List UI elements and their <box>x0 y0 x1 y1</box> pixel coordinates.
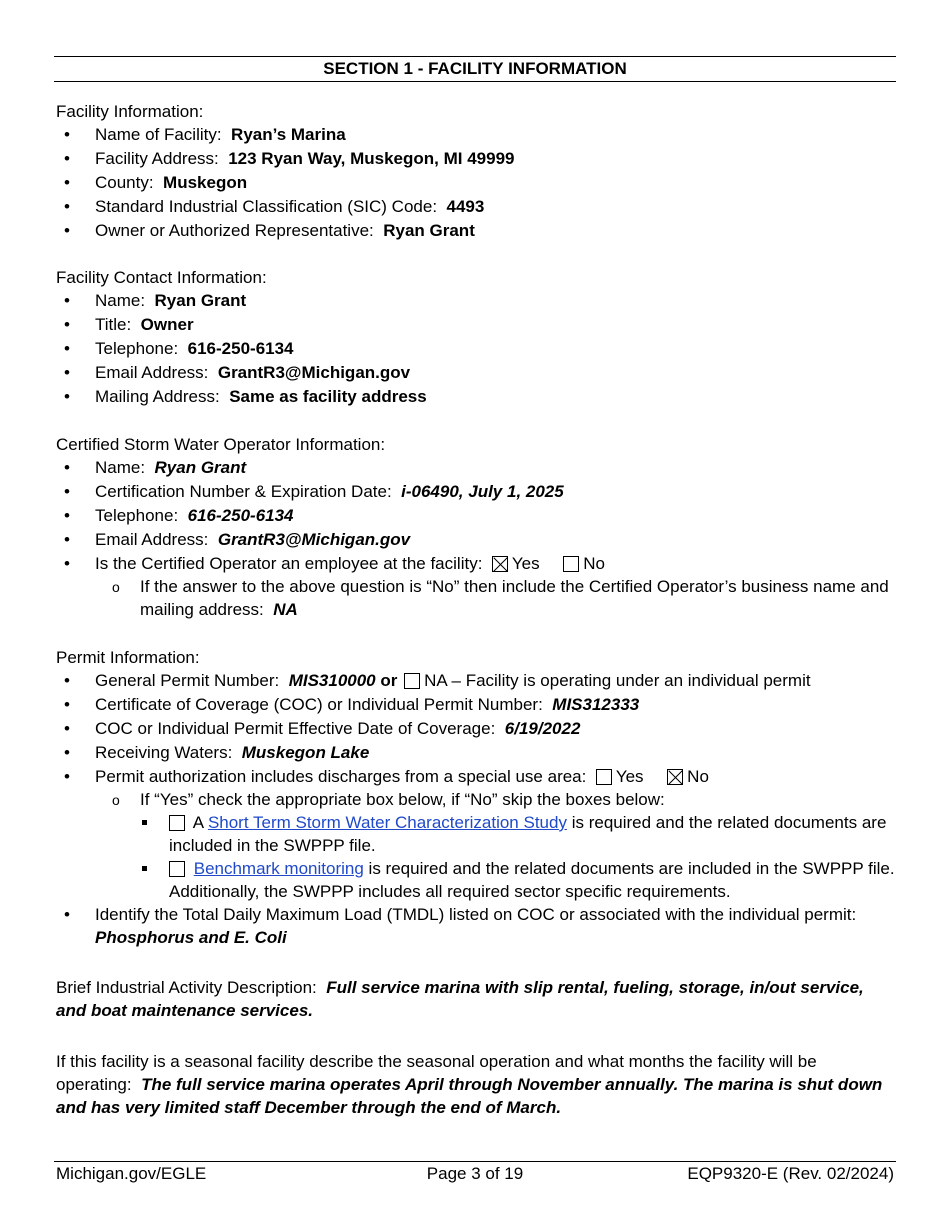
item-label: County: <box>95 173 154 192</box>
contact-telephone-value: 616-250-6134 <box>187 339 294 358</box>
item-label: Name of Facility: <box>95 125 222 144</box>
study-option <box>140 811 896 857</box>
general-permit-value: MIS310000 <box>288 671 376 690</box>
special-no-checkbox[interactable] <box>667 769 683 785</box>
or-text: or <box>380 671 398 690</box>
contact-name-item <box>56 289 896 313</box>
item-label: Certification Number & Expiration Date: <box>95 482 392 501</box>
contact-title-item <box>56 313 896 337</box>
special-use-item <box>56 765 896 903</box>
na-checkbox[interactable] <box>404 673 420 689</box>
facility-name-value: Ryan’s Marina <box>231 125 346 144</box>
operator-email-value: GrantR3@Michigan.gov <box>217 530 411 549</box>
contact-telephone-item <box>56 337 896 361</box>
facility-address-item <box>56 147 896 171</box>
county-item <box>56 171 896 195</box>
seasonal-description <box>56 1050 896 1119</box>
special-yes-label: Yes <box>615 767 644 786</box>
benchmark-option <box>140 857 896 903</box>
tmdl-value: Phosphorus and E. Coli <box>95 928 287 947</box>
item-label: Title: <box>95 315 132 334</box>
benchmark-link[interactable]: Benchmark monitoring <box>193 859 364 878</box>
item-label: Telephone: <box>95 339 179 358</box>
receiving-waters-value: Muskegon Lake <box>241 743 370 762</box>
permit-heading: Permit Information: <box>56 648 200 667</box>
effective-date-item <box>56 717 896 741</box>
county-value: Muskegon <box>163 173 248 192</box>
tmdl-item <box>56 903 896 949</box>
benchmark-checkbox[interactable] <box>169 861 185 877</box>
operator-name-item <box>56 456 896 480</box>
na-label: NA – Facility is operating under an individual permit <box>424 671 811 690</box>
footer-page-number: Page 3 of 19 <box>426 1164 524 1183</box>
special-no-label: No <box>687 767 709 786</box>
activity-value: Full service marina with slip rental, fueling, storage, in/out service, and boat maintenance services. <box>56 978 864 1020</box>
study-checkbox[interactable] <box>169 815 185 831</box>
operator-information <box>56 433 896 621</box>
item-label: Name: <box>95 291 146 310</box>
if-yes-subitem <box>95 788 896 903</box>
item-label: Facility Address: <box>95 149 219 168</box>
item-label: Receiving Waters: <box>95 743 233 762</box>
section-title: SECTION 1 - FACILITY INFORMATION <box>54 56 896 82</box>
coc-value: MIS312333 <box>552 695 640 714</box>
operator-telephone-item <box>56 504 896 528</box>
certification-item <box>56 480 896 504</box>
operator-telephone-value: 616-250-6134 <box>187 506 294 525</box>
receiving-waters-item <box>56 741 896 765</box>
benchmark-suffix: is required and the related documents are included in the SWPPP file. Additionally, the SWPPP includes all required sector specific requirements. <box>169 859 895 901</box>
operator-business-subitem <box>95 575 896 621</box>
study-link[interactable]: Short Term Storm Water Characterization Study <box>207 813 567 832</box>
employee-yes-checkbox[interactable] <box>492 556 508 572</box>
seasonal-label: If this facility is a seasonal facility describe the seasonal operation and what months the facility will be operating: <box>56 1052 817 1094</box>
employee-question-label: Is the Certified Operator an employee at the facility: <box>95 554 483 573</box>
contact-mailing-item <box>56 385 896 409</box>
item-label: General Permit Number: <box>95 671 280 690</box>
operator-name-value: Ryan Grant <box>154 458 247 477</box>
if-yes-text: If “Yes” check the appropriate box below, if “No” skip the boxes below: <box>140 790 665 809</box>
coc-item <box>56 693 896 717</box>
special-use-label: Permit authorization includes discharges from a special use area: <box>95 767 587 786</box>
owner-value: Ryan Grant <box>383 221 475 240</box>
facility-address-value: 123 Ryan Way, Muskegon, MI 49999 <box>228 149 515 168</box>
activity-label: Brief Industrial Activity Description: <box>56 978 317 997</box>
item-label: Name: <box>95 458 146 477</box>
contact-email-value: GrantR3@Michigan.gov <box>217 363 411 382</box>
contact-heading: Facility Contact Information: <box>56 268 267 287</box>
contact-information <box>56 266 896 409</box>
item-label: Standard Industrial Classification (SIC) Code: <box>95 197 438 216</box>
contact-mailing-value: Same as facility address <box>229 387 427 406</box>
facility-name-item <box>56 123 896 147</box>
item-label: Email Address: <box>95 363 209 382</box>
item-label: Mailing Address: <box>95 387 220 406</box>
tmdl-label: Identify the Total Daily Maximum Load (TMDL) listed on COC or associated with the individual permit: <box>95 905 857 924</box>
operator-heading: Certified Storm Water Operator Information: <box>56 435 386 454</box>
employee-question-item <box>56 552 896 621</box>
item-label: Email Address: <box>95 530 209 549</box>
study-suffix: is required and the related documents are included in the SWPPP file. <box>169 813 887 855</box>
subitem-text: If the answer to the above question is “No” then include the Certified Operator’s business name and mailing address: <box>140 577 889 619</box>
facility-information <box>56 100 896 243</box>
employee-no-label: No <box>583 554 605 573</box>
item-label: Certificate of Coverage (COC) or Individual Permit Number: <box>95 695 543 714</box>
special-yes-checkbox[interactable] <box>596 769 612 785</box>
item-label: COC or Individual Permit Effective Date of Coverage: <box>95 719 496 738</box>
contact-email-item <box>56 361 896 385</box>
item-label: Telephone: <box>95 506 179 525</box>
footer-form-number: EQP9320-E (Rev. 02/2024) <box>687 1164 894 1183</box>
footer-website: Michigan.gov/EGLE <box>56 1164 207 1183</box>
study-prefix: A <box>192 813 204 832</box>
facility-heading: Facility Information: <box>56 102 204 121</box>
general-permit-item <box>56 669 896 693</box>
owner-item <box>56 219 896 243</box>
contact-name-value: Ryan Grant <box>154 291 247 310</box>
effective-date-value: 6/19/2022 <box>504 719 581 738</box>
item-label: Owner or Authorized Representative: <box>95 221 374 240</box>
sic-code-value: 4493 <box>446 197 485 216</box>
page-footer <box>54 1161 896 1186</box>
certification-value: i-06490, July 1, 2025 <box>401 482 564 501</box>
permit-information <box>56 646 896 949</box>
operator-email-item <box>56 528 896 552</box>
operator-business-value: NA <box>273 600 298 619</box>
activity-description <box>56 976 896 1022</box>
contact-title-value: Owner <box>140 315 194 334</box>
employee-yes-label: Yes <box>511 554 540 573</box>
sic-code-item <box>56 195 896 219</box>
employee-no-checkbox[interactable] <box>563 556 579 572</box>
seasonal-value: The full service marina operates April through November annually. The marina is shut down and has very limited staff December through the end of March. <box>56 1075 883 1117</box>
